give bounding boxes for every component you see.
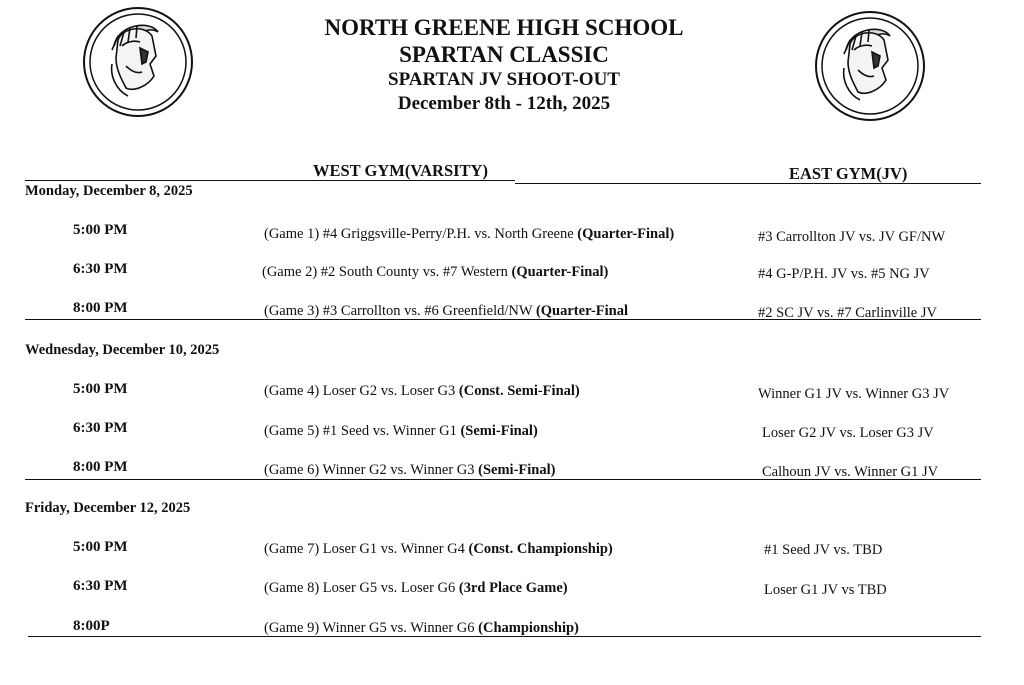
west-gym-header: WEST GYM(VARSITY) <box>313 161 488 180</box>
day-label: Friday, December 12, 2025 <box>25 500 191 516</box>
game-text: (Game 3) #3 Carrollton vs. #6 Greenfield/NW <box>264 303 536 319</box>
game-cell <box>264 462 555 479</box>
time-cell: 5:00 PM <box>73 381 128 397</box>
east-gym-header: EAST GYM(JV) <box>789 164 908 183</box>
divider <box>25 180 515 181</box>
time-cell: 6:30 PM <box>73 578 128 594</box>
game-text: (Game 4) Loser G2 vs. Loser G3 <box>264 383 459 399</box>
time-cell: 8:00 PM <box>73 459 128 475</box>
game-round: (Const. Semi-Final) <box>458 383 580 399</box>
game-cell <box>262 264 608 281</box>
game-cell <box>264 580 568 597</box>
divider <box>515 183 981 184</box>
jv-cell: #2 SC JV vs. #7 Carlinville JV <box>758 305 937 321</box>
game-text: (Game 9) Winner G5 vs. Winner G6 <box>264 620 479 636</box>
game-round: (Const. Championship) <box>468 541 613 557</box>
jv-cell: #1 Seed JV vs. TBD <box>764 542 883 558</box>
game-text: (Game 5) #1 Seed vs. Winner G1 <box>264 423 461 439</box>
day-label: Wednesday, December 10, 2025 <box>25 342 220 358</box>
game-round: (3rd Place Game) <box>458 580 568 596</box>
jv-cell: Loser G2 JV vs. Loser G3 JV <box>762 425 934 441</box>
time-cell: 6:30 PM <box>73 420 128 436</box>
title-block <box>254 14 754 116</box>
game-text: (Game 7) Loser G1 vs. Winner G4 <box>264 541 469 557</box>
jv-cell: #3 Carrollton JV vs. JV GF/NW <box>758 229 946 245</box>
divider <box>28 636 981 637</box>
jv-cell: #4 G-P/P.H. JV vs. #5 NG JV <box>758 266 930 282</box>
game-round: (Quarter-Final <box>535 303 629 319</box>
event-dates: December 8th - 12th, 2025 <box>397 93 611 114</box>
spartan-helmet-logo-left-icon <box>82 6 194 118</box>
divider <box>25 479 981 480</box>
jv-cell: Calhoun JV vs. Winner G1 JV <box>762 464 939 480</box>
time-cell: 5:00 PM <box>73 539 128 555</box>
game-round: (Quarter-Final) <box>577 226 675 242</box>
game-round: (Championship) <box>478 620 579 636</box>
game-text: (Game 6) Winner G2 vs. Winner G3 <box>264 462 479 478</box>
divider <box>25 319 981 320</box>
jv-cell: Loser G1 JV vs TBD <box>764 582 887 598</box>
time-cell: 6:30 PM <box>73 261 128 277</box>
spartan-helmet-logo-right-icon <box>814 10 926 122</box>
game-cell <box>264 383 580 400</box>
game-cell <box>264 303 628 320</box>
game-cell <box>264 226 674 243</box>
game-text: (Game 2) #2 South County vs. #7 Western <box>262 264 512 280</box>
school-title: NORTH GREENE HIGH SCHOOL <box>324 15 684 40</box>
day-label: Monday, December 8, 2025 <box>25 183 193 199</box>
game-round: (Semi-Final) <box>478 462 556 478</box>
game-cell <box>264 620 579 637</box>
subevent-title: SPARTAN JV SHOOT-OUT <box>388 69 620 90</box>
time-cell: 8:00 PM <box>73 300 128 316</box>
game-round: (Semi-Final) <box>460 423 538 439</box>
event-title: SPARTAN CLASSIC <box>399 42 609 67</box>
game-text: (Game 1) #4 Griggsville-Perry/P.H. vs. North Greene <box>264 226 578 242</box>
game-cell <box>264 423 538 440</box>
game-round: (Quarter-Final) <box>511 264 609 280</box>
time-cell: 5:00 PM <box>73 222 128 238</box>
game-text: (Game 8) Loser G5 vs. Loser G6 <box>264 580 459 596</box>
time-cell: 8:00P <box>73 618 110 634</box>
game-cell <box>264 541 613 558</box>
jv-cell: Winner G1 JV vs. Winner G3 JV <box>758 386 950 402</box>
